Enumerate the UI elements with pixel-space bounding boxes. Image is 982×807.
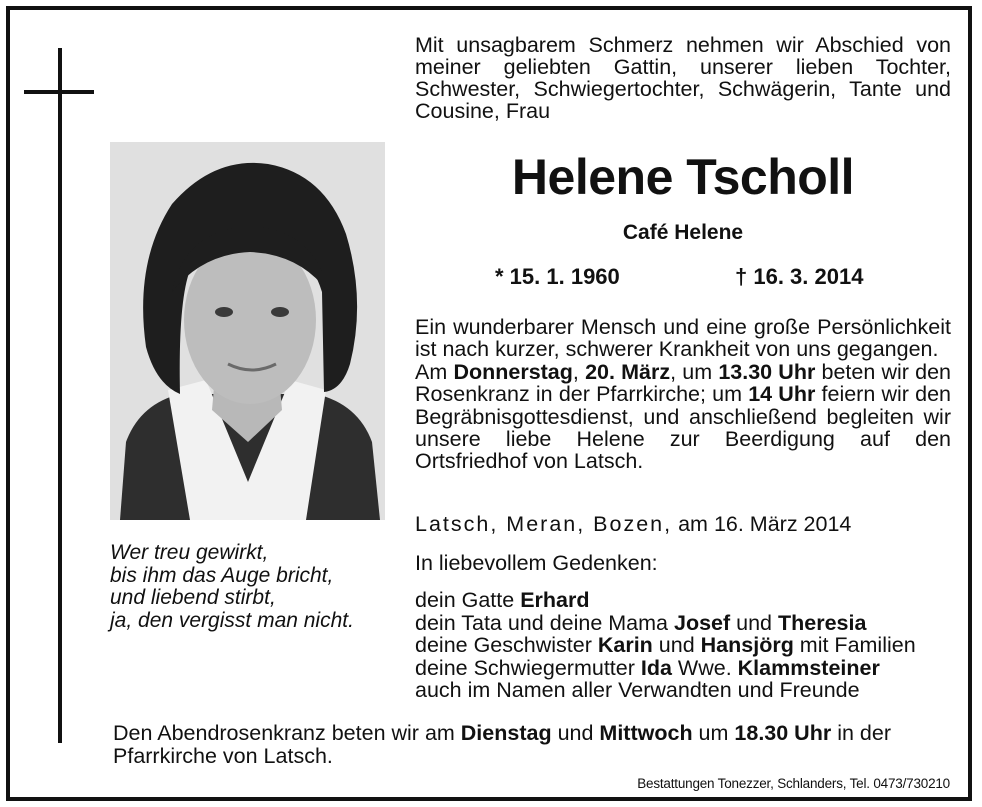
footer-day: Mittwoch — [599, 721, 693, 745]
mourner-name: Erhard — [520, 588, 590, 612]
mourner-line — [415, 612, 955, 635]
mourner-name: Karin — [597, 633, 653, 658]
memorial-poem — [110, 542, 354, 632]
cross-horizontal-bar — [24, 90, 94, 94]
mourner-name: Josef — [673, 610, 731, 635]
undertaker-credit: Bestattungen Tonezzer, Schlanders, Tel. 0473/730210 — [637, 776, 950, 791]
poem-line: und liebend stirbt, — [110, 586, 276, 609]
announcement-paragraph: Ein wunderbarer Mensch und eine große Persönlichkeit ist nach kurzer, schwerer Krankheit von uns gegangen. — [415, 315, 951, 362]
mass-time: 14 Uhr — [748, 382, 816, 407]
funeral-date: 20. März — [585, 359, 671, 384]
mourner-text: Wwe. — [671, 655, 738, 680]
footer-text: um — [692, 721, 735, 745]
places: Latsch, Meran, Bozen, — [415, 512, 673, 536]
mourner-text: dein Gatte — [415, 588, 521, 612]
footer-text: und — [551, 721, 600, 745]
mourner-name: Klammsteiner — [737, 655, 880, 680]
footer-text: Den Abendrosenkranz beten wir am — [113, 721, 461, 745]
funeral-text: beten wir den Rosenkranz in der Pfarrkirche; um — [415, 359, 951, 407]
funeral-text: , um — [670, 359, 719, 384]
mourner-text: dein Tata und deine Mama — [415, 610, 674, 635]
poem-line: ja, den vergisst man nicht. — [110, 608, 354, 632]
birth-date: * 15. 1. 1960 — [495, 264, 620, 289]
mourner-name: Ida — [640, 655, 672, 680]
evening-rosary-note — [113, 722, 951, 767]
funeral-details — [415, 361, 951, 473]
poem-line: bis ihm das Auge bricht, — [110, 563, 334, 587]
mourner-line — [415, 634, 955, 657]
death-date: † 16. 3. 2014 — [735, 264, 864, 289]
mourner-name: Theresia — [777, 610, 867, 635]
left-eye — [215, 307, 233, 317]
mourner-name: Hansjörg — [700, 633, 794, 658]
mourners-list — [415, 589, 955, 702]
mourner-text: und — [730, 610, 778, 635]
mourner-text: auch im Namen aller Verwandten und Freunde — [415, 678, 860, 703]
announcement-date: am 16. März 2014 — [672, 512, 852, 536]
poem-line: Wer treu gewirkt, — [110, 541, 269, 564]
intro-text: Mit unsagbarem Schmerz nehmen wir Abschied von meiner geliebten Gattin, unserer lieben Tochter, Schwester, Schwiegertochter, Schwägerin, Tante und Cousine, Frau — [415, 33, 951, 123]
footer-time: 18.30 Uhr — [734, 721, 832, 745]
remembrance-heading: In liebevollem Gedenken: — [415, 551, 658, 575]
portrait-illustration — [110, 142, 385, 520]
funeral-text: Am — [415, 359, 454, 384]
mourner-line — [415, 657, 955, 680]
portrait-photo — [110, 142, 385, 520]
right-eye — [271, 307, 289, 317]
mourner-line — [415, 679, 955, 702]
rosary-time: 13.30 Uhr — [718, 359, 816, 384]
mourner-text: deine Schwiegermutter — [415, 655, 641, 680]
footer-day: Dienstag — [460, 721, 552, 745]
mourner-text: mit Familien — [793, 633, 916, 658]
deceased-name: Helene Tscholl — [511, 149, 855, 205]
cross-vertical-bar — [58, 48, 62, 743]
mourner-text: und — [652, 633, 701, 658]
footer-text: in der Pfarrkirche von Latsch. — [113, 721, 891, 768]
announcement-body — [415, 316, 951, 473]
mourner-text: deine Geschwister — [415, 633, 598, 658]
funeral-text: feiern wir den Begräbnisgottesdienst, und anschließend begleiten wir unsere liebe Helene zur Beerdigung auf den Ortsfriedhof von Latsch. — [415, 382, 951, 474]
place-date — [415, 512, 851, 537]
funeral-text: , — [572, 359, 586, 384]
deceased-subtitle: Café Helene — [622, 221, 744, 244]
funeral-day: Donnerstag — [453, 359, 573, 384]
mourner-line — [415, 589, 955, 612]
